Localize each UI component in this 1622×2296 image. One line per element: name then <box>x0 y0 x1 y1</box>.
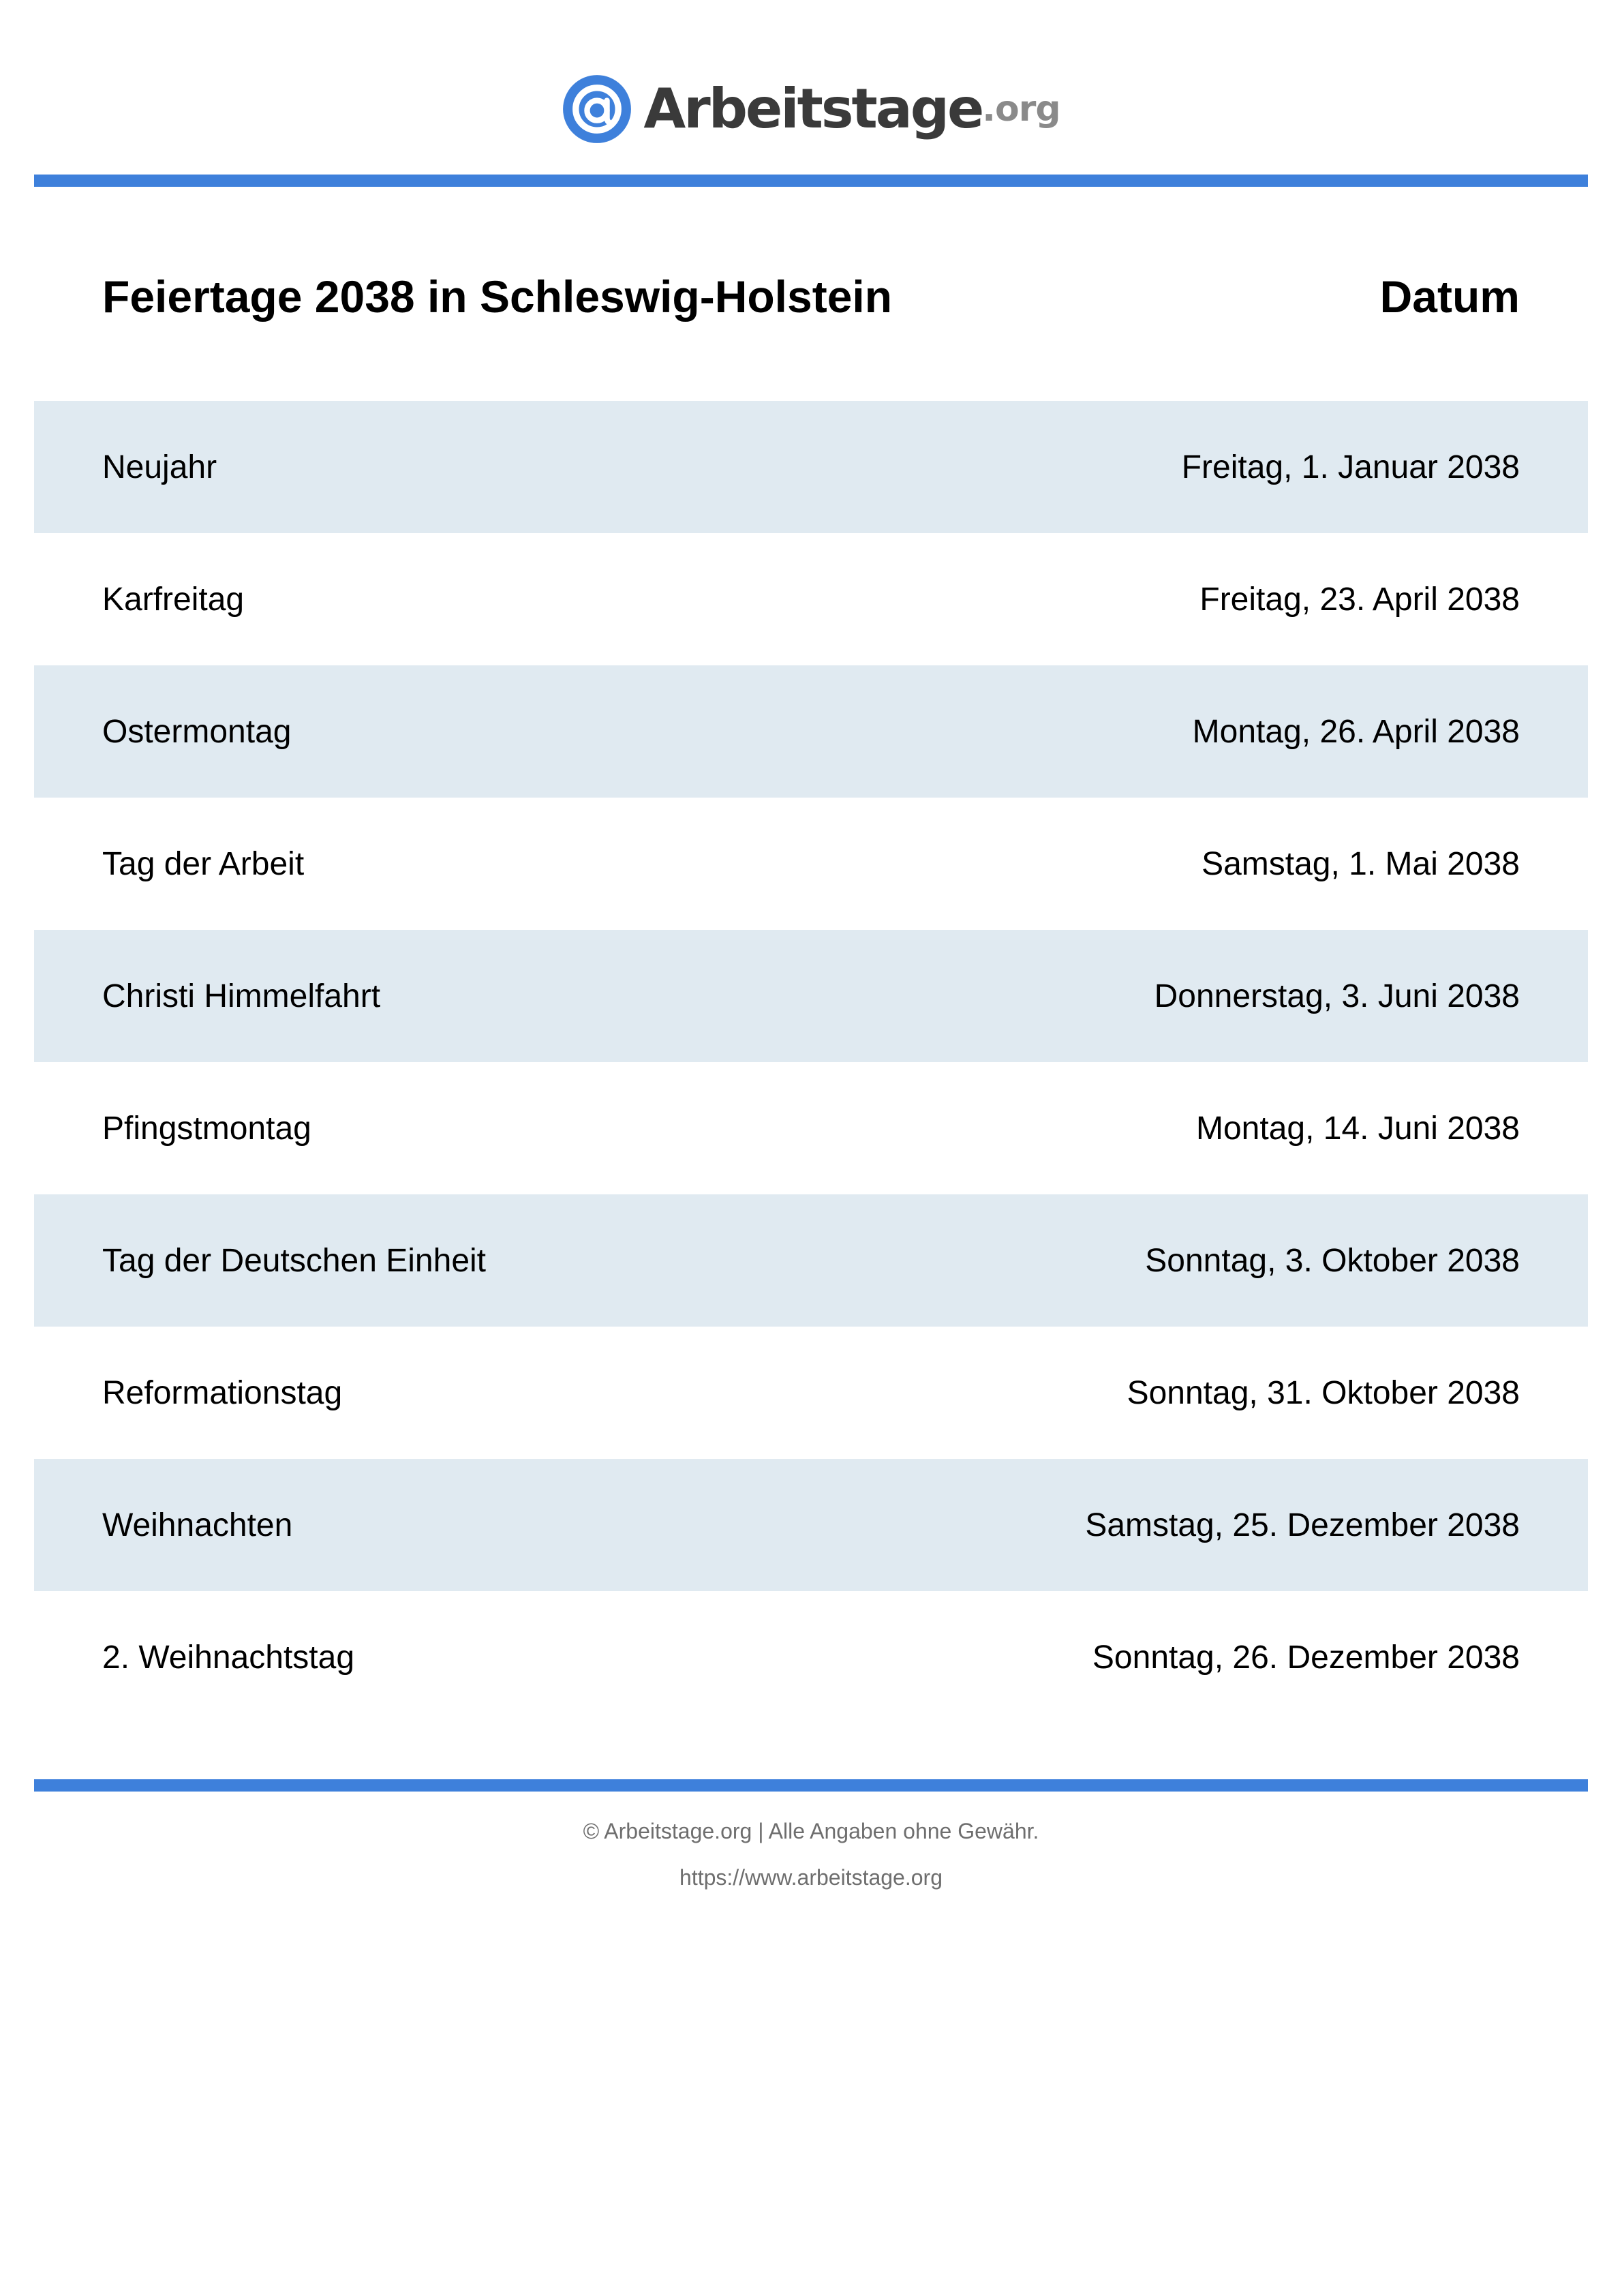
holiday-name: Tag der Arbeit <box>102 845 305 882</box>
holiday-date: Freitag, 1. Januar 2038 <box>1181 449 1520 485</box>
logo-name: Arbeitstage <box>643 77 983 140</box>
table-row <box>34 1459 1588 1591</box>
table-row <box>34 401 1588 533</box>
date-column-header: Datum <box>1379 271 1520 322</box>
holiday-name: Karfreitag <box>102 581 245 618</box>
at-sign-icon <box>562 74 632 145</box>
holiday-date: Sonntag, 26. Dezember 2038 <box>1092 1639 1520 1676</box>
holiday-name: Ostermontag <box>102 713 292 750</box>
holiday-name: 2. Weihnachtstag <box>102 1639 355 1676</box>
holiday-date: Donnerstag, 3. Juni 2038 <box>1154 978 1520 1014</box>
table-row <box>34 1194 1588 1327</box>
table-row <box>34 533 1588 665</box>
holiday-date: Sonntag, 3. Oktober 2038 <box>1145 1242 1520 1279</box>
table-header <box>102 259 1520 334</box>
table-title: Feiertage 2038 in Schleswig-Holstein <box>102 271 893 322</box>
site-logo <box>0 70 1622 149</box>
holiday-date: Sonntag, 31. Oktober 2038 <box>1127 1374 1520 1411</box>
bottom-accent-divider <box>34 1779 1588 1792</box>
holiday-date: Freitag, 23. April 2038 <box>1199 581 1520 618</box>
table-row <box>34 930 1588 1062</box>
holiday-date: Montag, 26. April 2038 <box>1192 713 1520 750</box>
holiday-name: Tag der Deutschen Einheit <box>102 1242 487 1279</box>
holiday-name: Weihnachten <box>102 1507 293 1543</box>
table-row <box>34 1327 1588 1459</box>
footer-url: https://www.arbeitstage.org <box>679 1865 943 1890</box>
table-row <box>34 1591 1588 1723</box>
holiday-date: Samstag, 1. Mai 2038 <box>1202 845 1520 882</box>
holiday-name: Neujahr <box>102 449 217 485</box>
top-accent-divider <box>34 175 1588 187</box>
logo-group <box>562 74 1060 145</box>
holiday-table <box>34 401 1588 1723</box>
holiday-name: Reformationstag <box>102 1374 343 1411</box>
holiday-date: Samstag, 25. Dezember 2038 <box>1085 1507 1520 1543</box>
footer-copyright: © Arbeitstage.org | Alle Angaben ohne Gewähr. <box>583 1819 1039 1843</box>
logo-tld: .org <box>982 89 1060 130</box>
table-row <box>34 665 1588 798</box>
holiday-name: Pfingstmontag <box>102 1110 311 1147</box>
table-row <box>34 798 1588 930</box>
table-row <box>34 1062 1588 1194</box>
holiday-name: Christi Himmelfahrt <box>102 978 381 1014</box>
holiday-date: Montag, 14. Juni 2038 <box>1195 1110 1520 1147</box>
